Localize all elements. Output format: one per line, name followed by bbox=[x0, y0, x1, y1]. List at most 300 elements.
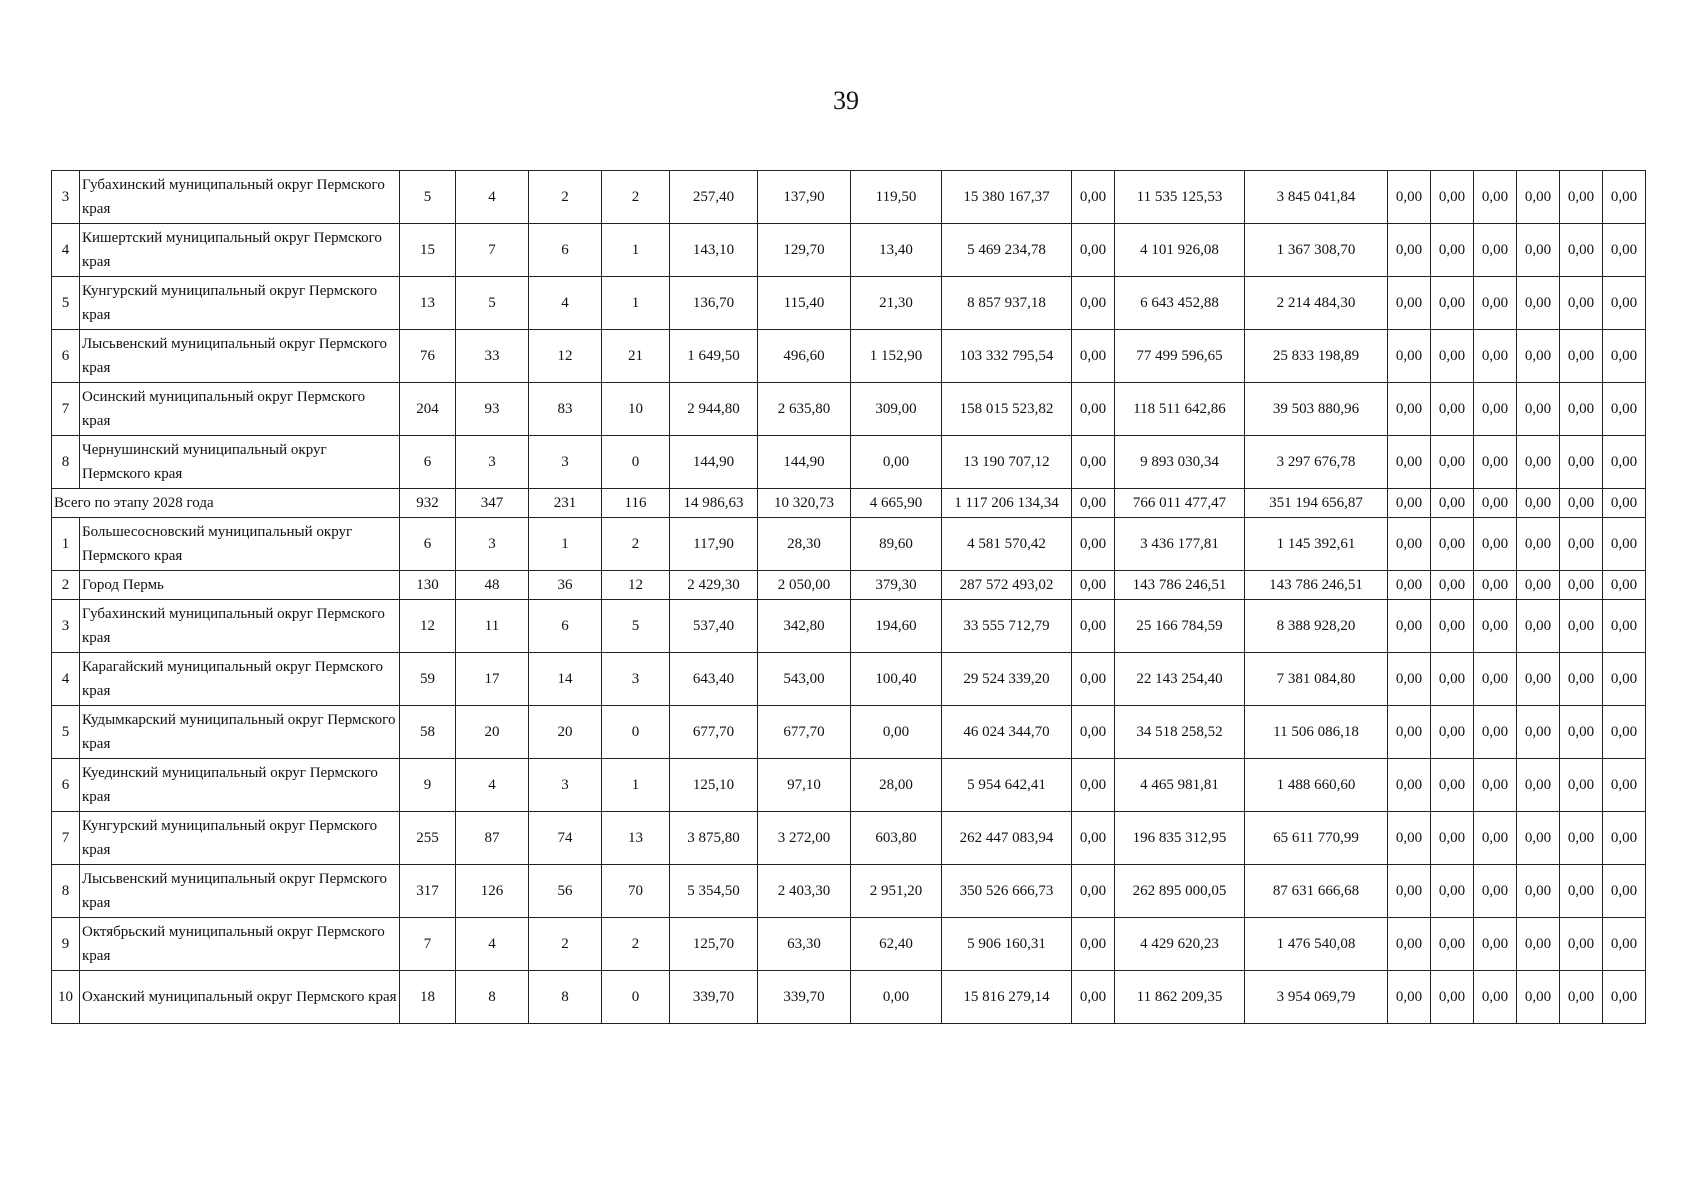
row-number: 5 bbox=[52, 706, 80, 759]
value-cell: 143,10 bbox=[670, 224, 758, 277]
value-cell: 4 429 620,23 bbox=[1115, 918, 1245, 971]
value-cell: 0,00 bbox=[1072, 383, 1115, 436]
value-cell: 603,80 bbox=[851, 812, 942, 865]
value-cell: 0,00 bbox=[1431, 865, 1474, 918]
value-cell: 28,00 bbox=[851, 759, 942, 812]
value-cell: 3 845 041,84 bbox=[1245, 171, 1388, 224]
value-cell: 4 bbox=[529, 277, 602, 330]
value-cell: 13 bbox=[602, 812, 670, 865]
value-cell: 0,00 bbox=[1603, 759, 1646, 812]
value-cell: 0,00 bbox=[1560, 383, 1603, 436]
value-cell: 46 024 344,70 bbox=[942, 706, 1072, 759]
value-cell: 262 447 083,94 bbox=[942, 812, 1072, 865]
value-cell: 196 835 312,95 bbox=[1115, 812, 1245, 865]
value-cell: 70 bbox=[602, 865, 670, 918]
table-body bbox=[52, 171, 1646, 1024]
value-cell: 0,00 bbox=[1560, 600, 1603, 653]
municipality-name: Большесосновский муниципальный округ Пермского края bbox=[80, 518, 400, 571]
value-cell: 0,00 bbox=[1560, 918, 1603, 971]
value-cell: 87 bbox=[456, 812, 529, 865]
value-cell: 0,00 bbox=[1431, 812, 1474, 865]
value-cell: 0,00 bbox=[1474, 759, 1517, 812]
value-cell: 0,00 bbox=[1388, 489, 1431, 518]
value-cell: 5 bbox=[400, 171, 456, 224]
value-cell: 25 166 784,59 bbox=[1115, 600, 1245, 653]
value-cell: 0,00 bbox=[1431, 489, 1474, 518]
value-cell: 0,00 bbox=[1517, 571, 1560, 600]
value-cell: 56 bbox=[529, 865, 602, 918]
value-cell: 116 bbox=[602, 489, 670, 518]
value-cell: 3 bbox=[456, 436, 529, 489]
value-cell: 0,00 bbox=[1474, 330, 1517, 383]
value-cell: 0,00 bbox=[1474, 571, 1517, 600]
value-cell: 10 bbox=[602, 383, 670, 436]
value-cell: 0,00 bbox=[1560, 653, 1603, 706]
value-cell: 0,00 bbox=[1517, 918, 1560, 971]
value-cell: 0,00 bbox=[1560, 759, 1603, 812]
value-cell: 0,00 bbox=[1388, 171, 1431, 224]
row-number: 6 bbox=[52, 330, 80, 383]
value-cell: 5 354,50 bbox=[670, 865, 758, 918]
value-cell: 643,40 bbox=[670, 653, 758, 706]
municipality-name: Кунгурский муниципальный округ Пермского края bbox=[80, 812, 400, 865]
value-cell: 0,00 bbox=[1431, 436, 1474, 489]
table-row bbox=[52, 918, 1646, 971]
value-cell: 0,00 bbox=[1388, 224, 1431, 277]
value-cell: 339,70 bbox=[758, 971, 851, 1024]
value-cell: 2 429,30 bbox=[670, 571, 758, 600]
value-cell: 65 611 770,99 bbox=[1245, 812, 1388, 865]
value-cell: 12 bbox=[529, 330, 602, 383]
value-cell: 0,00 bbox=[1072, 812, 1115, 865]
value-cell: 1 bbox=[529, 518, 602, 571]
value-cell: 0,00 bbox=[1517, 653, 1560, 706]
row-number: 7 bbox=[52, 383, 80, 436]
value-cell: 0,00 bbox=[1517, 865, 1560, 918]
value-cell: 0,00 bbox=[1603, 653, 1646, 706]
value-cell: 537,40 bbox=[670, 600, 758, 653]
value-cell: 0,00 bbox=[1388, 436, 1431, 489]
value-cell: 12 bbox=[602, 571, 670, 600]
value-cell: 118 511 642,86 bbox=[1115, 383, 1245, 436]
table-row bbox=[52, 865, 1646, 918]
value-cell: 29 524 339,20 bbox=[942, 653, 1072, 706]
value-cell: 20 bbox=[529, 706, 602, 759]
value-cell: 74 bbox=[529, 812, 602, 865]
value-cell: 0,00 bbox=[1431, 277, 1474, 330]
value-cell: 2 635,80 bbox=[758, 383, 851, 436]
value-cell: 0,00 bbox=[851, 436, 942, 489]
row-number: 3 bbox=[52, 600, 80, 653]
value-cell: 0,00 bbox=[1603, 812, 1646, 865]
municipality-name: Лысьвенский муниципальный округ Пермского края bbox=[80, 330, 400, 383]
value-cell: 3 272,00 bbox=[758, 812, 851, 865]
value-cell: 0,00 bbox=[1388, 653, 1431, 706]
value-cell: 0,00 bbox=[1388, 918, 1431, 971]
row-number: 8 bbox=[52, 865, 80, 918]
value-cell: 21,30 bbox=[851, 277, 942, 330]
value-cell: 3 954 069,79 bbox=[1245, 971, 1388, 1024]
value-cell: 144,90 bbox=[670, 436, 758, 489]
value-cell: 2 944,80 bbox=[670, 383, 758, 436]
value-cell: 0,00 bbox=[1560, 812, 1603, 865]
row-number: 9 bbox=[52, 918, 80, 971]
value-cell: 194,60 bbox=[851, 600, 942, 653]
value-cell: 0,00 bbox=[1072, 224, 1115, 277]
value-cell: 0,00 bbox=[1431, 330, 1474, 383]
value-cell: 6 643 452,88 bbox=[1115, 277, 1245, 330]
value-cell: 6 bbox=[400, 436, 456, 489]
value-cell: 25 833 198,89 bbox=[1245, 330, 1388, 383]
value-cell: 0,00 bbox=[1517, 224, 1560, 277]
value-cell: 0,00 bbox=[851, 971, 942, 1024]
value-cell: 0,00 bbox=[1474, 518, 1517, 571]
value-cell: 4 465 981,81 bbox=[1115, 759, 1245, 812]
row-number: 10 bbox=[52, 971, 80, 1024]
value-cell: 0,00 bbox=[1603, 489, 1646, 518]
value-cell: 0,00 bbox=[1603, 865, 1646, 918]
value-cell: 0,00 bbox=[1388, 571, 1431, 600]
value-cell: 5 469 234,78 bbox=[942, 224, 1072, 277]
value-cell: 677,70 bbox=[670, 706, 758, 759]
value-cell: 87 631 666,68 bbox=[1245, 865, 1388, 918]
value-cell: 0,00 bbox=[1603, 277, 1646, 330]
value-cell: 309,00 bbox=[851, 383, 942, 436]
value-cell: 126 bbox=[456, 865, 529, 918]
value-cell: 677,70 bbox=[758, 706, 851, 759]
value-cell: 3 436 177,81 bbox=[1115, 518, 1245, 571]
value-cell: 0,00 bbox=[1560, 436, 1603, 489]
value-cell: 21 bbox=[602, 330, 670, 383]
value-cell: 13 bbox=[400, 277, 456, 330]
value-cell: 0,00 bbox=[1431, 171, 1474, 224]
value-cell: 1 117 206 134,34 bbox=[942, 489, 1072, 518]
value-cell: 0,00 bbox=[1431, 518, 1474, 571]
value-cell: 0,00 bbox=[1072, 865, 1115, 918]
value-cell: 33 bbox=[456, 330, 529, 383]
value-cell: 0,00 bbox=[1431, 971, 1474, 1024]
value-cell: 0,00 bbox=[1072, 330, 1115, 383]
value-cell: 144,90 bbox=[758, 436, 851, 489]
value-cell: 0,00 bbox=[1517, 436, 1560, 489]
value-cell: 0,00 bbox=[1603, 383, 1646, 436]
value-cell: 28,30 bbox=[758, 518, 851, 571]
value-cell: 2 214 484,30 bbox=[1245, 277, 1388, 330]
value-cell: 379,30 bbox=[851, 571, 942, 600]
value-cell: 317 bbox=[400, 865, 456, 918]
value-cell: 0,00 bbox=[1388, 600, 1431, 653]
value-cell: 0,00 bbox=[1388, 277, 1431, 330]
table-row bbox=[52, 383, 1646, 436]
value-cell: 93 bbox=[456, 383, 529, 436]
value-cell: 351 194 656,87 bbox=[1245, 489, 1388, 518]
table-row bbox=[52, 571, 1646, 600]
value-cell: 0,00 bbox=[1603, 971, 1646, 1024]
value-cell: 0,00 bbox=[1603, 571, 1646, 600]
value-cell: 0,00 bbox=[1072, 971, 1115, 1024]
value-cell: 9 bbox=[400, 759, 456, 812]
value-cell: 4 665,90 bbox=[851, 489, 942, 518]
value-cell: 0,00 bbox=[1072, 918, 1115, 971]
value-cell: 143 786 246,51 bbox=[1115, 571, 1245, 600]
value-cell: 0,00 bbox=[1388, 330, 1431, 383]
value-cell: 342,80 bbox=[758, 600, 851, 653]
value-cell: 0,00 bbox=[1474, 653, 1517, 706]
value-cell: 137,90 bbox=[758, 171, 851, 224]
value-cell: 0,00 bbox=[1560, 571, 1603, 600]
value-cell: 0,00 bbox=[1072, 571, 1115, 600]
value-cell: 4 bbox=[456, 918, 529, 971]
value-cell: 5 954 642,41 bbox=[942, 759, 1072, 812]
value-cell: 257,40 bbox=[670, 171, 758, 224]
row-number: 2 bbox=[52, 571, 80, 600]
value-cell: 0,00 bbox=[1431, 571, 1474, 600]
value-cell: 3 bbox=[602, 653, 670, 706]
value-cell: 0,00 bbox=[1431, 918, 1474, 971]
value-cell: 0,00 bbox=[1560, 865, 1603, 918]
value-cell: 0,00 bbox=[1072, 518, 1115, 571]
value-cell: 77 499 596,65 bbox=[1115, 330, 1245, 383]
value-cell: 0,00 bbox=[1517, 706, 1560, 759]
value-cell: 20 bbox=[456, 706, 529, 759]
value-cell: 7 bbox=[400, 918, 456, 971]
value-cell: 0,00 bbox=[1388, 812, 1431, 865]
value-cell: 13 190 707,12 bbox=[942, 436, 1072, 489]
value-cell: 129,70 bbox=[758, 224, 851, 277]
value-cell: 130 bbox=[400, 571, 456, 600]
value-cell: 0,00 bbox=[1072, 277, 1115, 330]
value-cell: 39 503 880,96 bbox=[1245, 383, 1388, 436]
value-cell: 0,00 bbox=[1431, 653, 1474, 706]
municipality-name: Кишертский муниципальный округ Пермского края bbox=[80, 224, 400, 277]
table-row bbox=[52, 759, 1646, 812]
value-cell: 1 bbox=[602, 224, 670, 277]
value-cell: 48 bbox=[456, 571, 529, 600]
value-cell: 0,00 bbox=[1474, 489, 1517, 518]
value-cell: 89,60 bbox=[851, 518, 942, 571]
value-cell: 143 786 246,51 bbox=[1245, 571, 1388, 600]
value-cell: 0,00 bbox=[1560, 518, 1603, 571]
value-cell: 1 152,90 bbox=[851, 330, 942, 383]
value-cell: 5 bbox=[602, 600, 670, 653]
value-cell: 0,00 bbox=[1517, 383, 1560, 436]
value-cell: 0,00 bbox=[1388, 865, 1431, 918]
value-cell: 18 bbox=[400, 971, 456, 1024]
value-cell: 10 320,73 bbox=[758, 489, 851, 518]
value-cell: 0,00 bbox=[1072, 653, 1115, 706]
value-cell: 115,40 bbox=[758, 277, 851, 330]
municipality-name: Карагайский муниципальный округ Пермского края bbox=[80, 653, 400, 706]
value-cell: 1 476 540,08 bbox=[1245, 918, 1388, 971]
value-cell: 0,00 bbox=[1517, 330, 1560, 383]
table-row bbox=[52, 330, 1646, 383]
value-cell: 0,00 bbox=[1474, 918, 1517, 971]
page-number: 39 bbox=[833, 86, 859, 115]
value-cell: 6 bbox=[529, 600, 602, 653]
value-cell: 2 bbox=[602, 918, 670, 971]
value-cell: 0,00 bbox=[1517, 759, 1560, 812]
value-cell: 9 893 030,34 bbox=[1115, 436, 1245, 489]
municipality-name: Губахинский муниципальный округ Пермского края bbox=[80, 171, 400, 224]
value-cell: 4 581 570,42 bbox=[942, 518, 1072, 571]
value-cell: 11 bbox=[456, 600, 529, 653]
value-cell: 83 bbox=[529, 383, 602, 436]
value-cell: 0,00 bbox=[1603, 171, 1646, 224]
value-cell: 0,00 bbox=[1517, 277, 1560, 330]
value-cell: 0,00 bbox=[1474, 865, 1517, 918]
value-cell: 2 951,20 bbox=[851, 865, 942, 918]
value-cell: 11 862 209,35 bbox=[1115, 971, 1245, 1024]
value-cell: 62,40 bbox=[851, 918, 942, 971]
row-number: 3 bbox=[52, 171, 80, 224]
row-number: 8 bbox=[52, 436, 80, 489]
table-row bbox=[52, 518, 1646, 571]
value-cell: 2 bbox=[602, 171, 670, 224]
row-number: 6 bbox=[52, 759, 80, 812]
value-cell: 0,00 bbox=[1072, 489, 1115, 518]
value-cell: 0,00 bbox=[1431, 600, 1474, 653]
municipality-name: Город Пермь bbox=[80, 571, 400, 600]
value-cell: 0,00 bbox=[1517, 489, 1560, 518]
value-cell: 0 bbox=[602, 971, 670, 1024]
value-cell: 8 bbox=[529, 971, 602, 1024]
table-row bbox=[52, 812, 1646, 865]
row-number: 4 bbox=[52, 653, 80, 706]
value-cell: 0,00 bbox=[1560, 224, 1603, 277]
value-cell: 0,00 bbox=[1474, 600, 1517, 653]
value-cell: 0,00 bbox=[1474, 171, 1517, 224]
row-number: 4 bbox=[52, 224, 80, 277]
value-cell: 2 bbox=[529, 171, 602, 224]
value-cell: 0,00 bbox=[1474, 436, 1517, 489]
value-cell: 1 488 660,60 bbox=[1245, 759, 1388, 812]
value-cell: 543,00 bbox=[758, 653, 851, 706]
value-cell: 0,00 bbox=[1560, 971, 1603, 1024]
value-cell: 0,00 bbox=[1603, 918, 1646, 971]
value-cell: 4 bbox=[456, 171, 529, 224]
table-row bbox=[52, 436, 1646, 489]
value-cell: 204 bbox=[400, 383, 456, 436]
value-cell: 3 875,80 bbox=[670, 812, 758, 865]
value-cell: 932 bbox=[400, 489, 456, 518]
value-cell: 1 649,50 bbox=[670, 330, 758, 383]
value-cell: 136,70 bbox=[670, 277, 758, 330]
value-cell: 3 bbox=[529, 436, 602, 489]
value-cell: 11 535 125,53 bbox=[1115, 171, 1245, 224]
value-cell: 103 332 795,54 bbox=[942, 330, 1072, 383]
value-cell: 0,00 bbox=[1474, 971, 1517, 1024]
municipality-name: Чернушинский муниципальный округ Пермского края bbox=[80, 436, 400, 489]
municipality-name: Кудымкарский муниципальный округ Пермского края bbox=[80, 706, 400, 759]
value-cell: 117,90 bbox=[670, 518, 758, 571]
value-cell: 76 bbox=[400, 330, 456, 383]
value-cell: 350 526 666,73 bbox=[942, 865, 1072, 918]
value-cell: 5 bbox=[456, 277, 529, 330]
value-cell: 0,00 bbox=[1072, 759, 1115, 812]
value-cell: 6 bbox=[400, 518, 456, 571]
value-cell: 5 906 160,31 bbox=[942, 918, 1072, 971]
value-cell: 0,00 bbox=[1474, 224, 1517, 277]
value-cell: 0,00 bbox=[1431, 759, 1474, 812]
value-cell: 125,10 bbox=[670, 759, 758, 812]
value-cell: 0,00 bbox=[1072, 706, 1115, 759]
value-cell: 0,00 bbox=[1474, 277, 1517, 330]
row-number: 7 bbox=[52, 812, 80, 865]
table-row bbox=[52, 706, 1646, 759]
value-cell: 158 015 523,82 bbox=[942, 383, 1072, 436]
value-cell: 15 816 279,14 bbox=[942, 971, 1072, 1024]
value-cell: 2 bbox=[602, 518, 670, 571]
value-cell: 0 bbox=[602, 436, 670, 489]
row-number: 1 bbox=[52, 518, 80, 571]
value-cell: 22 143 254,40 bbox=[1115, 653, 1245, 706]
value-cell: 14 bbox=[529, 653, 602, 706]
value-cell: 6 bbox=[529, 224, 602, 277]
value-cell: 3 bbox=[529, 759, 602, 812]
total-label: Всего по этапу 2028 года bbox=[52, 489, 400, 518]
value-cell: 231 bbox=[529, 489, 602, 518]
value-cell: 0,00 bbox=[1603, 330, 1646, 383]
table-row bbox=[52, 600, 1646, 653]
value-cell: 33 555 712,79 bbox=[942, 600, 1072, 653]
value-cell: 0,00 bbox=[1388, 518, 1431, 571]
value-cell: 8 857 937,18 bbox=[942, 277, 1072, 330]
value-cell: 0,00 bbox=[1517, 600, 1560, 653]
table-row bbox=[52, 171, 1646, 224]
value-cell: 7 381 084,80 bbox=[1245, 653, 1388, 706]
value-cell: 15 bbox=[400, 224, 456, 277]
value-cell: 0,00 bbox=[1517, 971, 1560, 1024]
value-cell: 2 403,30 bbox=[758, 865, 851, 918]
value-cell: 0,00 bbox=[1072, 436, 1115, 489]
value-cell: 1 bbox=[602, 759, 670, 812]
value-cell: 13,40 bbox=[851, 224, 942, 277]
value-cell: 0,00 bbox=[1560, 171, 1603, 224]
value-cell: 766 011 477,47 bbox=[1115, 489, 1245, 518]
value-cell: 36 bbox=[529, 571, 602, 600]
value-cell: 3 bbox=[456, 518, 529, 571]
value-cell: 8 bbox=[456, 971, 529, 1024]
value-cell: 4 101 926,08 bbox=[1115, 224, 1245, 277]
value-cell: 3 297 676,78 bbox=[1245, 436, 1388, 489]
value-cell: 347 bbox=[456, 489, 529, 518]
value-cell: 8 388 928,20 bbox=[1245, 600, 1388, 653]
value-cell: 34 518 258,52 bbox=[1115, 706, 1245, 759]
value-cell: 0,00 bbox=[1388, 383, 1431, 436]
value-cell: 0,00 bbox=[1517, 518, 1560, 571]
value-cell: 0,00 bbox=[1431, 706, 1474, 759]
municipality-name: Куединский муниципальный округ Пермского края bbox=[80, 759, 400, 812]
value-cell: 0,00 bbox=[1388, 971, 1431, 1024]
value-cell: 4 bbox=[456, 759, 529, 812]
table-row bbox=[52, 653, 1646, 706]
municipality-name: Лысьвенский муниципальный округ Пермского края bbox=[80, 865, 400, 918]
value-cell: 0,00 bbox=[1474, 383, 1517, 436]
municipality-name: Кунгурский муниципальный округ Пермского края bbox=[80, 277, 400, 330]
value-cell: 0,00 bbox=[1603, 518, 1646, 571]
value-cell: 0,00 bbox=[1560, 489, 1603, 518]
value-cell: 2 bbox=[529, 918, 602, 971]
value-cell: 119,50 bbox=[851, 171, 942, 224]
value-cell: 2 050,00 bbox=[758, 571, 851, 600]
value-cell: 0,00 bbox=[1517, 171, 1560, 224]
value-cell: 17 bbox=[456, 653, 529, 706]
value-cell: 12 bbox=[400, 600, 456, 653]
value-cell: 287 572 493,02 bbox=[942, 571, 1072, 600]
value-cell: 100,40 bbox=[851, 653, 942, 706]
value-cell: 496,60 bbox=[758, 330, 851, 383]
value-cell: 0,00 bbox=[1603, 224, 1646, 277]
